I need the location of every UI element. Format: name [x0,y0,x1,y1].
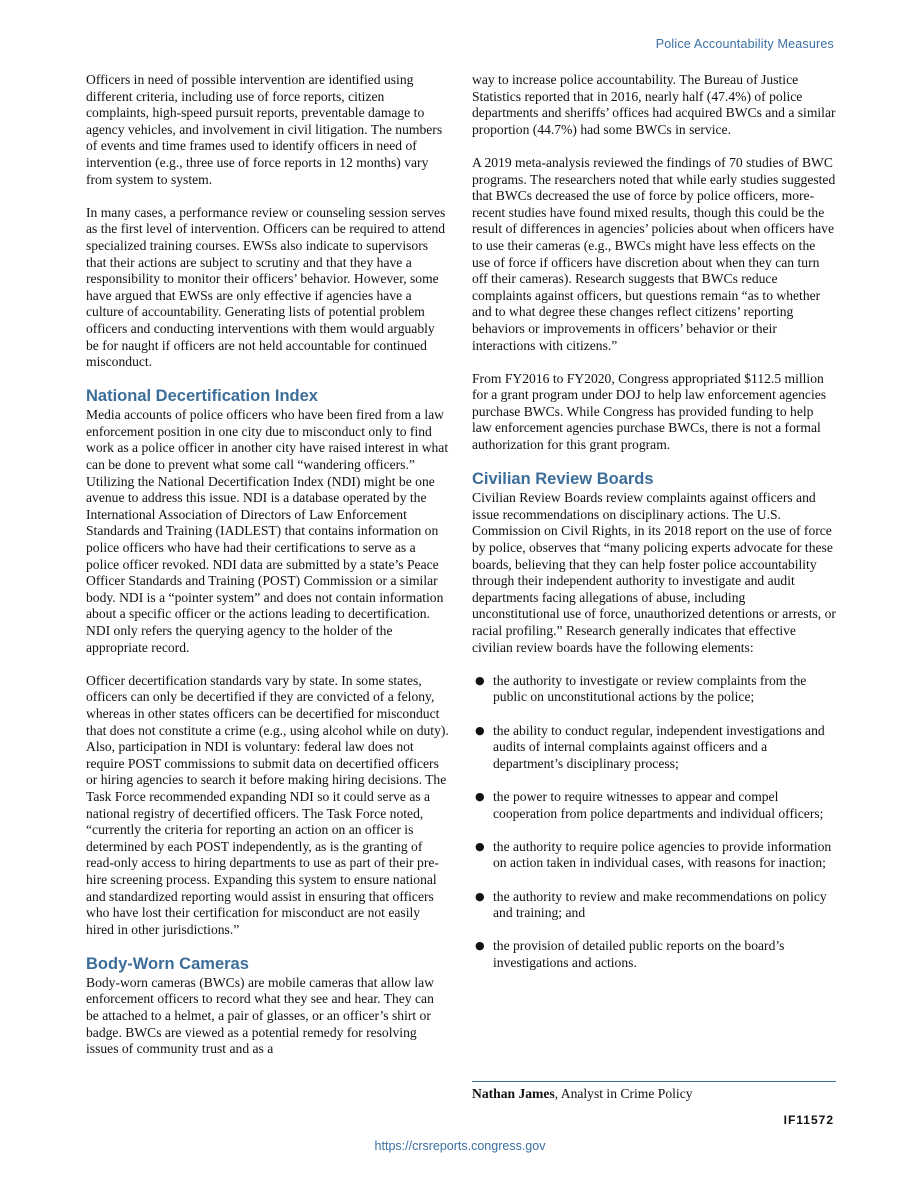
elements-list [472,673,836,972]
author-signature [472,1081,836,1102]
list-item [472,839,836,872]
paragraph-meta-analysis: A 2019 meta-analysis reviewed the findings of 70 studies of BWC programs. The researchers noted that while early studies suggested that BWCs decreased the use of force by police officers, more-recent studies have found mixed results, though this could be the result of differences in agencies’ policies about when officers have to use their cameras (e.g., BWCs might have less effects on the use of force if officers have discretion about when they can turn off their cameras). Research suggests that BWCs reduce complaints against officers, but questions remain “as to whether and to what degree these changes reflect citizens’ reporting behaviors or improvements in officers’ behavior or their interactions with citizens.” [472,154,836,353]
bullet-icon: ● [475,839,485,853]
list-item [472,789,836,822]
list-item [472,938,836,971]
bullet-icon: ● [475,889,485,903]
bullet-icon: ● [475,789,485,803]
paragraph-decertification-standards: Officer decertification standards vary by state. In some states, officers can only be decertified if they are convicted of a felony, whereas in other states officers can be decertified for misconduct that does not constitute a crime (e.g., using alcohol while on duty). Also, participation in NDI is voluntary: federal law does not require POST commissions to submit data on decertified officers or hiring agencies to search it before making hiring decisions. The Task Force recommended expanding NDI so it could serve as a national registry of decertified officers. The Task Force noted, “currently the criteria for reporting an action on an officer is determined by each POST independently, as is the granting of read-only access to hiring departments to use as part of their pre-hire screening process. Expanding this system to ensure national and standardized reporting would assist in ensuring that officers who have lost their certification for misconduct are not easily hired in other jurisdictions.” [86,672,449,937]
paragraph-bwc-funding: From FY2016 to FY2020, Congress appropriated $112.5 million for a grant program under DOJ to help law enforcement agencies purchase BWCs. While Congress has provided funding to help law enforcement agencies purchase BWCs, there is not a formal authorization for this grant program. [472,370,827,453]
bullet-icon: ● [475,723,485,737]
list-item-text: the authority to require police agencies to provide information on action taken in individual cases, with reasons for inaction; [493,838,832,871]
list-item [472,723,836,773]
bullet-icon: ● [475,939,485,953]
document-id: IF11572 [783,1113,834,1127]
author-name: Nathan James [472,1086,555,1101]
list-item-text: the ability to conduct regular, independent investigations and audits of internal complaints against officers and a department’s disciplinary process; [493,722,825,771]
list-item [472,889,836,922]
paragraph-intervention-criteria: Officers in need of possible intervention are identified using different criteria, including use of force reports, citizen complaints, high-speed pursuit reports, preventable damage to agency vehicles, and involvement in civil litigation. The numbers of events and time frames used to identify officers in need of intervention (e.g., three use of force reports in 12 months) vary from system to system. [86,72,443,187]
list-item-text: the provision of detailed public reports on the board’s investigations and actions. [493,938,785,970]
paragraph-ndi-description: Media accounts of police officers who have been fired from a law enforcement position in one city due to misconduct only to find work as a police officer in another city have raised interest in what can be done to prevent what some call “wandering officers.” Utilizing the National Decertification Index (NDI) might be one avenue to address this issue. NDI is a database operated by the International Association of Directors of Law Enforcement Standards and Training (IADLEST) that contains information on police officers who have had their certifications to serve as a police officer revoked. NDI data are submitted by a state’s Peace Officer Standards and Training (POST) Commission or a similar body. NDI is a “pointer system” and does not contain information about a specific officer or the actions leading to decertification. NDI only refers the querying agency to the holder of the appropriate record. [86,407,449,655]
footer-url-link[interactable]: https://crsreports.congress.gov [374,1139,546,1153]
bullet-icon: ● [475,673,485,687]
paragraph-civilian-review-boards: Civilian Review Boards review complaints against officers and issue recommendations on disciplinary actions. The U.S. Commission on Civil Rights, in its 2018 report on the use of force by police, observes that “many policing experts advocate for these boards, believing that they can help foster police accountability through their independent authority to investigate and audit departments facing allegations of abuse, including unconstitutional use of force, unauthorized detentions or arrests, or racial profiling.” Research generally indicates that effective civilian review boards have the following elements: [472,490,836,655]
heading-national-decertification-index: National Decertification Index [86,387,318,406]
heading-civilian-review-boards: Civilian Review Boards [472,470,654,489]
right-column [472,72,836,988]
paragraph-performance-review: In many cases, a performance review or counseling session serves as the first level of intervention. Officers can be required to attend specialized training courses. EWSs also indicate to supervisors that their actions are subject to scrutiny and that they have a responsibility to monitor their officers’ behavior. However, some have argued that EWSs are only effective if agencies have a culture of accountability. Generating lists of potential problem officers and conducting interventions with them would arguably be for naught if officers are not held accountable for continued misconduct. [86,204,446,370]
list-item-text: the authority to investigate or review complaints from the public on unconstitutional actions by the police; [493,672,807,705]
paragraph-bwc-intro: Body-worn cameras (BWCs) are mobile cameras that allow law enforcement officers to record what they see and hear. They can be attached to a helmet, a pair of glasses, or an officer’s shirt or badge. BWCs are viewed as a potential remedy for resolving issues of community trust and as a [86,974,435,1057]
list-item-text: the power to require witnesses to appear and compel cooperation from police departments and individual officers; [493,788,824,821]
author-title: , Analyst in Crime Policy [554,1086,693,1101]
running-header-title: Police Accountability Measures [655,37,834,51]
list-item-text: the authority to review and make recommendations on policy and training; and [493,888,827,921]
list-item [472,673,836,706]
heading-body-worn-cameras: Body-Worn Cameras [86,954,249,973]
paragraph-bwc-statistics: way to increase police accountability. The Bureau of Justice Statistics reported that in 2016, nearly half (47.4%) of police departments and sheriffs’ offices had acquired BWCs and a similar proportion (44.7%) had some BWCs in service. [472,72,836,137]
left-column [86,72,450,1074]
